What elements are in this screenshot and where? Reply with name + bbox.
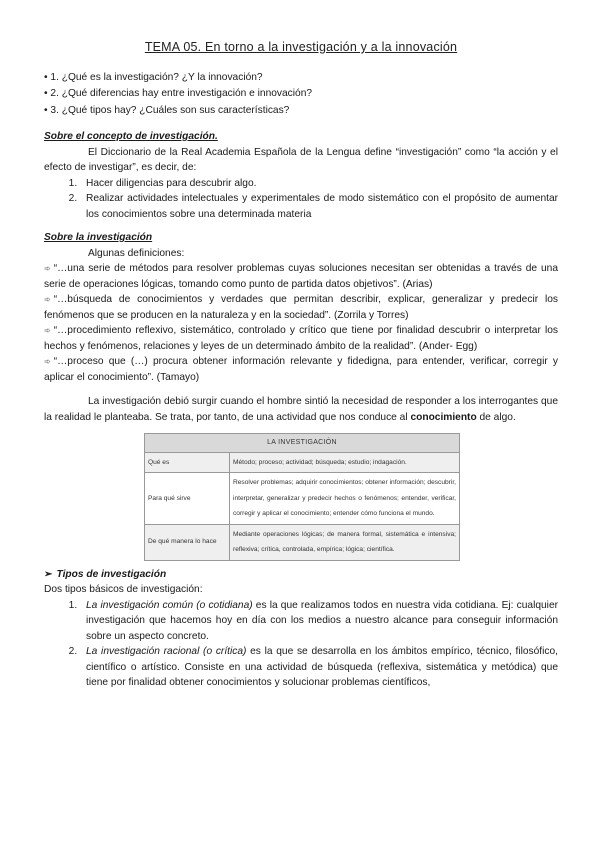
page-title: TEMA 05. En torno a la investigación y a la innovación: [144, 40, 458, 54]
table-cell-label: Qué es: [145, 452, 230, 473]
document-page: [44, 40, 558, 691]
list-item: 1. Hacer diligencias para descubrir algo.: [80, 176, 558, 192]
rae-definition-paragraph: El Diccionario de la Real Academia Española de la Lengua define “investigación” como “la acción y el efecto de investigar”, es decir, de:: [44, 146, 558, 173]
section-heading-concept: Sobre el concepto de investigación.: [44, 131, 218, 142]
arrowhead-icon: ➢: [44, 568, 53, 580]
type-term: La investigación común (o cotidiana): [86, 599, 253, 611]
question-item: • 1. ¿Qué es la investigación? ¿Y la innovación?: [44, 71, 263, 83]
table-header: LA INVESTIGACIÓN: [145, 434, 460, 453]
type-term: La investigación racional (o crítica): [86, 646, 247, 657]
investigation-table: [144, 433, 460, 561]
arrow-icon: ➾: [44, 295, 51, 304]
arrow-icon: ➾: [44, 357, 51, 366]
section-heading-investigation: Sobre la investigación: [44, 232, 153, 243]
list-item: 2. La investigación racional (o crítica) es la que se desarrolla en los ámbitos empírico, técnico, filosófico, científico o artístico. Consiste en una actividad de búsqueda (reflexiva, sistemática y metódica) que tiene por finalidad obtener conocimientos y solucionar problemas científicos,: [80, 644, 558, 691]
types-intro: Dos tipos básicos de investigación:: [44, 584, 203, 595]
rae-definition-list: [44, 176, 558, 223]
question-list: [44, 70, 558, 120]
table-row: [145, 452, 460, 473]
bold-term: conocimiento: [410, 411, 477, 423]
section-heading-types: ➢ Tipos de investigación: [44, 568, 167, 580]
arrow-icon: ➾: [44, 326, 51, 335]
table-cell-value: Mediante operaciones lógicas; de manera formal, sistemática e intensiva; reflexiva; crítica, controlada, empírica; lógica; científica.: [230, 524, 460, 560]
question-item: • 3. ¿Qué tipos hay? ¿Cuáles son sus características?: [44, 104, 290, 116]
definition-item: [44, 292, 558, 323]
definition-item: [44, 323, 558, 354]
definition-text: “…una serie de métodos para resolver problemas cuyas soluciones necesitan ser obtenidas a través de una serie de operaciones lógicas, tomando como punto de partida datos objetivos”. (Arias): [44, 263, 558, 290]
definition-text: “…procedimiento reflexivo, sistemático, controlado y crítico que tiene por finalidad descubrir o interpretar los hechos y fenómenos, relaciones y leyes de un determinado ámbito de la realidad”. (Ander- Egg): [44, 325, 558, 352]
table-cell-value: Resolver problemas; adquirir conocimientos; obtener información; descubrir, interpretar, generalizar y predecir hechos o fenómenos; entender, verificar, corregir y aplicar el conocimiento; entender cómo funciona el mundo.: [230, 473, 460, 525]
definition-text: “…proceso que (…) procura obtener información relevante y fidedigna, para entender, verificar, corregir y aplicar el conocimiento”. (Tamayo): [44, 356, 558, 383]
list-item: 2. Realizar actividades intelectuales y experimentales de modo sistemático con el propósito de aumentar los conocimientos sobre una determinada materia: [80, 191, 558, 222]
definition-item: [44, 354, 558, 385]
types-list: [44, 598, 558, 691]
definition-text: “…búsqueda de conocimientos y verdades que permitan describir, explicar, generalizar y predecir los fenómenos que se producen en la naturaleza y en la sociedad”. (Zorrila y Torres): [44, 294, 558, 321]
table-row: [145, 473, 460, 525]
question-item: • 2. ¿Qué diferencias hay entre investigación e innovación?: [44, 88, 313, 99]
definitions-subheading: Algunas definiciones:: [88, 247, 185, 259]
table-cell-value: Método; proceso; actividad; búsqueda; estudio; indagación.: [230, 452, 460, 473]
list-item: 1. La investigación común (o cotidiana) es la que realizamos todos en nuestra vida cotidiana. Ej: cualquier investigación que hacemos hoy en día con los medios a nuestro alcance para conseguir información sobre un aspecto concreto.: [80, 598, 558, 645]
table-cell-label: De qué manera lo hace: [145, 524, 230, 560]
definition-item: [44, 261, 558, 292]
arrow-icon: ➾: [44, 264, 51, 273]
table-cell-label: Para qué sirve: [145, 473, 230, 525]
closing-paragraph: La investigación debió surgir cuando el hombre sintió la necesidad de responder a los interrogantes que la realidad le planteaba. Se trata, por tanto, de una actividad que nos conduce al conocimiento de algo.: [44, 396, 558, 423]
table-row: [145, 524, 460, 560]
